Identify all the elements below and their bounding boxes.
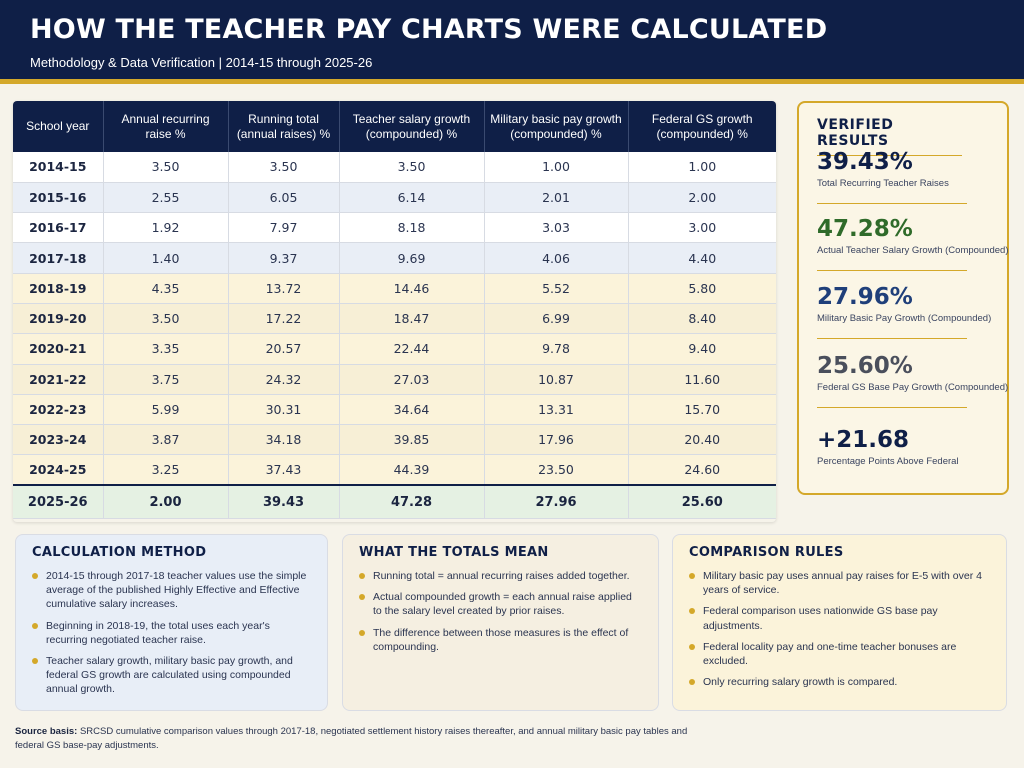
school-year-cell: 2021-22 [13, 364, 103, 394]
calculation-method-card [15, 534, 328, 711]
value-cell: 44.39 [339, 455, 484, 485]
value-cell: 8.40 [628, 303, 776, 333]
value-cell: 20.57 [228, 334, 339, 364]
table-row [13, 364, 776, 394]
value-cell: 4.40 [628, 243, 776, 273]
data-table-container [13, 101, 776, 522]
list-item-text: Actual compounded growth = each annual raise applied to the salary level created by prior raises. [373, 591, 632, 618]
col-header-teacher-growth: Teacher salary growth (compounded) % [339, 101, 484, 152]
metric-value: 25.60% [817, 353, 913, 379]
value-cell: 6.05 [228, 182, 339, 212]
value-cell: 20.40 [628, 425, 776, 455]
value-cell: 2.01 [484, 182, 628, 212]
page-subtitle: Methodology & Data Verification | 2014-15 through 2025-26 [30, 55, 373, 70]
bullet-icon [689, 608, 695, 614]
value-cell: 3.00 [628, 213, 776, 243]
bullet-icon [32, 658, 38, 664]
school-year-cell: 2016-17 [13, 213, 103, 243]
value-cell: 1.00 [484, 152, 628, 182]
bullet-icon [689, 573, 695, 579]
value-cell: 5.80 [628, 273, 776, 303]
list-item [359, 590, 642, 618]
metric-label: Federal GS Base Pay Growth (Compounded) [817, 382, 1009, 393]
col-header-annual-raise: Annual recurring raise % [103, 101, 228, 152]
value-cell: 3.50 [103, 303, 228, 333]
school-year-cell: 2023-24 [13, 425, 103, 455]
col-header-military-growth: Military basic pay growth (compounded) % [484, 101, 628, 152]
bullet-icon [359, 573, 365, 579]
value-cell: 14.46 [339, 273, 484, 303]
value-cell: 34.64 [339, 394, 484, 424]
metric-divider [817, 203, 967, 204]
value-cell: 6.99 [484, 303, 628, 333]
raise-comparison-table [13, 101, 776, 519]
table-row [13, 243, 776, 273]
value-cell: 5.52 [484, 273, 628, 303]
table-row [13, 394, 776, 424]
value-cell: 18.47 [339, 303, 484, 333]
list-item-text: Federal locality pay and one-time teacher bonuses are excluded. [703, 640, 957, 667]
value-cell: 3.75 [103, 364, 228, 394]
value-cell: 3.50 [339, 152, 484, 182]
metric-divider [817, 338, 967, 339]
comparison-rules-card [672, 534, 1007, 711]
value-cell: 37.43 [228, 455, 339, 485]
table-total-row [13, 485, 776, 518]
list-item-text: Running total = annual recurring raises added together. [373, 570, 630, 582]
source-note [15, 725, 715, 753]
value-cell: 3.25 [103, 455, 228, 485]
total-value-cell: 27.96 [484, 485, 628, 518]
value-cell: 27.03 [339, 364, 484, 394]
school-year-cell: 2022-23 [13, 394, 103, 424]
page-header [0, 0, 1024, 84]
table-row [13, 455, 776, 485]
total-value-cell: 47.28 [339, 485, 484, 518]
bullet-icon [32, 573, 38, 579]
value-cell: 39.85 [339, 425, 484, 455]
list-item [689, 604, 990, 632]
verified-metric [817, 427, 993, 467]
metric-label: Military Basic Pay Growth (Compounded) [817, 313, 992, 324]
value-cell: 3.50 [228, 152, 339, 182]
table-row [13, 303, 776, 333]
value-cell: 9.78 [484, 334, 628, 364]
list-item-text: Only recurring salary growth is compared. [703, 676, 898, 689]
bullet-icon [689, 644, 695, 650]
list-item-text: The difference between those measures is the effect of compounding. [373, 626, 629, 653]
value-cell: 3.87 [103, 425, 228, 455]
value-cell: 11.60 [628, 364, 776, 394]
verified-metric [817, 284, 993, 339]
table-header-row [13, 101, 776, 152]
value-cell: 17.96 [484, 425, 628, 455]
metric-value: 47.28% [817, 216, 913, 242]
value-cell: 3.50 [103, 152, 228, 182]
table-row [13, 213, 776, 243]
verified-metric [817, 216, 1009, 271]
value-cell: 4.35 [103, 273, 228, 303]
school-year-cell: 2020-21 [13, 334, 103, 364]
calculation-method-title: CALCULATION METHOD [32, 545, 207, 560]
metric-value: 27.96% [817, 284, 913, 310]
value-cell: 10.87 [484, 364, 628, 394]
school-year-cell: 2024-25 [13, 455, 103, 485]
verified-results-panel [797, 101, 1009, 495]
metric-divider [817, 407, 967, 408]
value-cell: 9.69 [339, 243, 484, 273]
value-cell: 30.31 [228, 394, 339, 424]
list-item [359, 626, 642, 654]
list-item-text: Beginning in 2018-19, the total uses each year's recurring negotiated teacher raise. [46, 619, 270, 646]
value-cell: 1.92 [103, 213, 228, 243]
value-cell: 34.18 [228, 425, 339, 455]
source-label: Source basis: [15, 726, 78, 737]
bullet-icon [32, 623, 38, 629]
total-year-cell: 2025-26 [13, 485, 103, 518]
bullet-icon [359, 594, 365, 600]
school-year-cell: 2018-19 [13, 273, 103, 303]
value-cell: 13.72 [228, 273, 339, 303]
table-row [13, 182, 776, 212]
metric-value: +21.68 [817, 427, 910, 453]
totals-meaning-list [359, 569, 642, 654]
metric-label: Percentage Points Above Federal [817, 456, 959, 467]
value-cell: 17.22 [228, 303, 339, 333]
col-header-running-total: Running total (annual raises) % [228, 101, 339, 152]
value-cell: 4.06 [484, 243, 628, 273]
table-row [13, 152, 776, 182]
value-cell: 1.00 [628, 152, 776, 182]
total-value-cell: 39.43 [228, 485, 339, 518]
school-year-cell: 2019-20 [13, 303, 103, 333]
value-cell: 7.97 [228, 213, 339, 243]
value-cell: 5.99 [103, 394, 228, 424]
metric-label: Actual Teacher Salary Growth (Compounded) [817, 245, 1009, 256]
total-value-cell: 25.60 [628, 485, 776, 518]
col-header-school-year: School year [13, 101, 103, 152]
value-cell: 8.18 [339, 213, 484, 243]
school-year-cell: 2017-18 [13, 243, 103, 273]
value-cell: 13.31 [484, 394, 628, 424]
list-item [689, 640, 990, 668]
list-item [689, 675, 990, 689]
bullet-icon [359, 630, 365, 636]
list-item [689, 569, 990, 597]
comparison-rules-title: COMPARISON RULES [689, 545, 844, 560]
total-value-cell: 2.00 [103, 485, 228, 518]
comparison-rules-list [689, 569, 990, 689]
list-item [32, 619, 311, 647]
calculation-method-list [32, 569, 311, 696]
value-cell: 24.60 [628, 455, 776, 485]
value-cell: 15.70 [628, 394, 776, 424]
metric-divider [817, 270, 967, 271]
value-cell: 9.40 [628, 334, 776, 364]
col-header-federal-growth: Federal GS growth (compounded) % [628, 101, 776, 152]
table-row [13, 273, 776, 303]
value-cell: 1.40 [103, 243, 228, 273]
list-item-text: Military basic pay uses annual pay raises for E-5 with over 4 years of service. [703, 570, 982, 597]
verified-metric [817, 149, 993, 204]
list-item-text: 2014-15 through 2017-18 teacher values use the simple average of the published Highly Effective and Effective cumulative salary increases. [46, 570, 307, 611]
metric-value: 39.43% [817, 149, 913, 175]
list-item [32, 654, 311, 697]
page-title: HOW THE TEACHER PAY CHARTS WERE CALCULATED [30, 14, 828, 45]
bullet-icon [689, 679, 695, 685]
value-cell: 9.37 [228, 243, 339, 273]
list-item [32, 569, 311, 612]
value-cell: 3.03 [484, 213, 628, 243]
list-item [359, 569, 642, 583]
value-cell: 2.00 [628, 182, 776, 212]
value-cell: 23.50 [484, 455, 628, 485]
value-cell: 2.55 [103, 182, 228, 212]
value-cell: 22.44 [339, 334, 484, 364]
value-cell: 6.14 [339, 182, 484, 212]
table-body [13, 152, 776, 518]
list-item-text: Teacher salary growth, military basic pay growth, and federal GS growth are calculated using compounded annual growth. [46, 654, 293, 696]
value-cell: 3.35 [103, 334, 228, 364]
source-text: SRCSD cumulative comparison values through 2017-18, negotiated settlement history raises thereafter, and annual military basic pay tables and federal GS base-pay adjustments. [15, 726, 688, 751]
metric-label: Total Recurring Teacher Raises [817, 178, 949, 189]
totals-meaning-title: WHAT THE TOTALS MEAN [359, 545, 549, 560]
verified-results-title: VERIFIED RESULTS [817, 117, 962, 156]
value-cell: 24.32 [228, 364, 339, 394]
table-row [13, 425, 776, 455]
verified-metric [817, 353, 1009, 408]
list-item-text: Federal comparison uses nationwide GS base pay adjustments. [703, 605, 938, 632]
table-row [13, 334, 776, 364]
school-year-cell: 2014-15 [13, 152, 103, 182]
school-year-cell: 2015-16 [13, 182, 103, 212]
totals-meaning-card [342, 534, 659, 711]
